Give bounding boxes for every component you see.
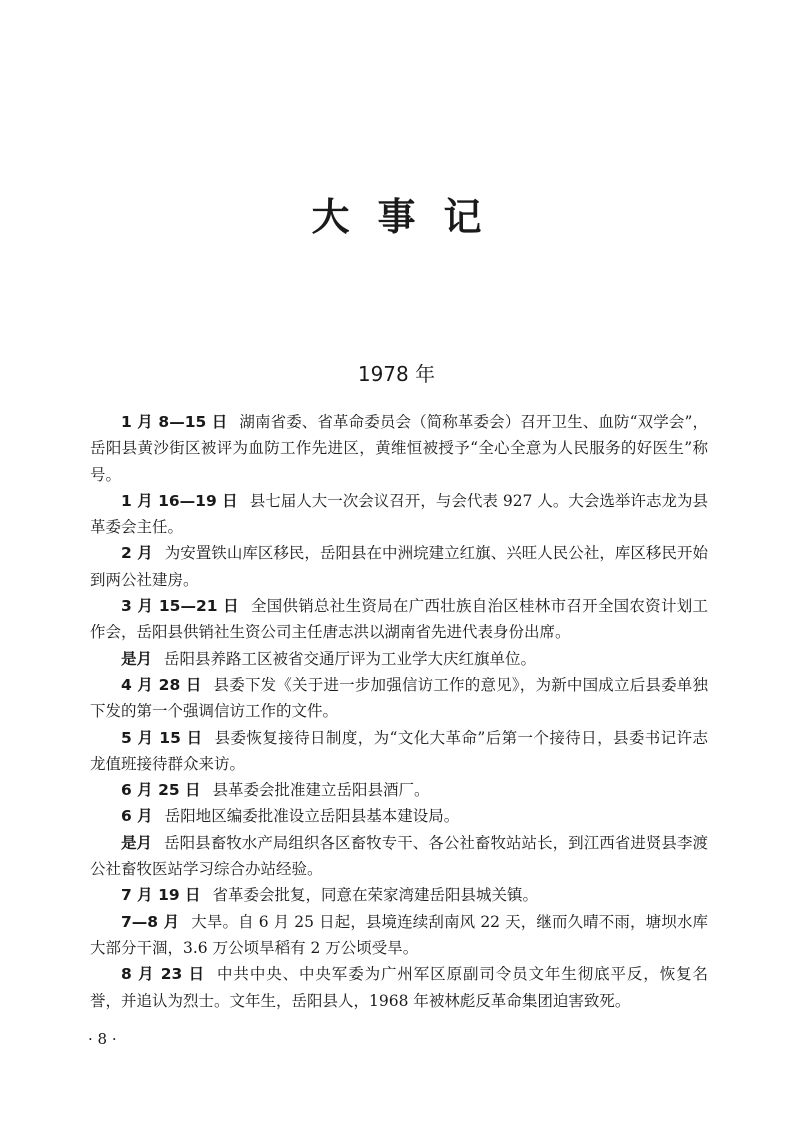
entry-text: 县委恢复接待日制度，为“文化大革命”后第一个接待日，县委书记许志龙值班接待群众来访。 bbox=[90, 728, 708, 773]
chronicle-entry bbox=[90, 961, 708, 1014]
chronicle-entry bbox=[90, 540, 708, 593]
entry-date: 1 月 16—19 日 bbox=[121, 491, 238, 510]
entry-text: 岳阳县畜牧水产局组织各区畜牧专干、各公社畜牧站站长，到江西省进贤县李渡公社畜牧医站学习综合办站经验。 bbox=[90, 833, 708, 879]
entry-date: 4 月 28 日 bbox=[121, 675, 202, 694]
chronicle-entry bbox=[90, 830, 708, 883]
entry-date: 3 月 15—21 日 bbox=[121, 597, 239, 616]
entry-text: 县七届人大一次会议召开，与会代表 927 人。大会选举许志龙为县革委会主任。 bbox=[90, 491, 708, 537]
chronicle-entry bbox=[90, 488, 708, 541]
entry-text: 全国供销总社生资局在广西壮族自治区桂林市召开全国农资计划工作会，岳阳县供销社生资公司主任唐志洪以湖南省先进代表身份出席。 bbox=[90, 597, 708, 642]
chronicle-entries bbox=[90, 409, 708, 1014]
entry-text: 县革委会批准建立岳阳县酒厂。 bbox=[212, 781, 430, 800]
chronicle-entry bbox=[90, 646, 708, 672]
entry-date: 6 月 25 日 bbox=[121, 781, 201, 800]
chronicle-entry bbox=[90, 777, 708, 803]
entry-text: 为安置铁山库区移民，岳阳县在中洲垸建立红旗、兴旺人民公社，库区移民开始到两公社建房。 bbox=[90, 544, 708, 589]
page-number: · 8 · bbox=[88, 1030, 117, 1048]
entry-text: 湖南省委、省革命委员会（简称革委会）召开卫生、血防“双学会”，岳阳县黄沙街区被评为血防工作先进区，黄维恒被授予“全心全意为人民服务的好医生”称号。 bbox=[90, 413, 708, 484]
entry-date: 是月 bbox=[121, 649, 153, 668]
chronicle-entry bbox=[90, 593, 708, 646]
chronicle-entry bbox=[90, 882, 708, 908]
entry-date: 5 月 15 日 bbox=[121, 728, 203, 747]
entry-date: 2 月 bbox=[121, 544, 153, 563]
entry-date: 7—8 月 bbox=[121, 912, 180, 931]
chronicle-entry bbox=[90, 409, 708, 488]
entry-text: 中共中央、中央军委为广州军区原副司令员文年生彻底平反，恢复名誉，并追认为烈士。文年生，岳阳县人，1968 年被林彪反革命集团迫害致死。 bbox=[90, 965, 708, 1010]
entry-text: 大旱。自 6 月 25 日起，县境连续刮南风 22 天，继而久晴不雨，塘坝水库大部分干涸，3.6 万公顷旱稻有 2 万公顷受旱。 bbox=[90, 912, 709, 957]
chronicle-entry bbox=[90, 672, 708, 725]
chronicle-entry bbox=[90, 803, 708, 829]
chronicle-entry bbox=[90, 725, 708, 778]
year-heading: 1978 年 bbox=[357, 362, 436, 386]
entry-text: 县委下发《关于进一步加强信访工作的意见》，为新中国成立后县委单独下发的第一个强调信访工作的文件。 bbox=[90, 675, 708, 721]
entry-date: 6 月 bbox=[121, 807, 153, 826]
entry-date: 是月 bbox=[121, 833, 153, 852]
entry-text: 岳阳县养路工区被省交通厅评为工业学大庆红旗单位。 bbox=[164, 649, 537, 668]
entry-date: 1 月 8—15 日 bbox=[121, 413, 228, 431]
entry-date: 8 月 23 日 bbox=[121, 965, 206, 984]
entry-text: 省革委会批复，同意在荣家湾建岳阳县城关镇。 bbox=[212, 886, 539, 905]
entry-date: 7 月 19 日 bbox=[121, 886, 201, 905]
entry-text: 岳阳地区编委批准设立岳阳县基本建设局。 bbox=[164, 807, 460, 826]
page-title: 大事记 bbox=[311, 194, 510, 239]
chronicle-entry bbox=[90, 909, 708, 962]
